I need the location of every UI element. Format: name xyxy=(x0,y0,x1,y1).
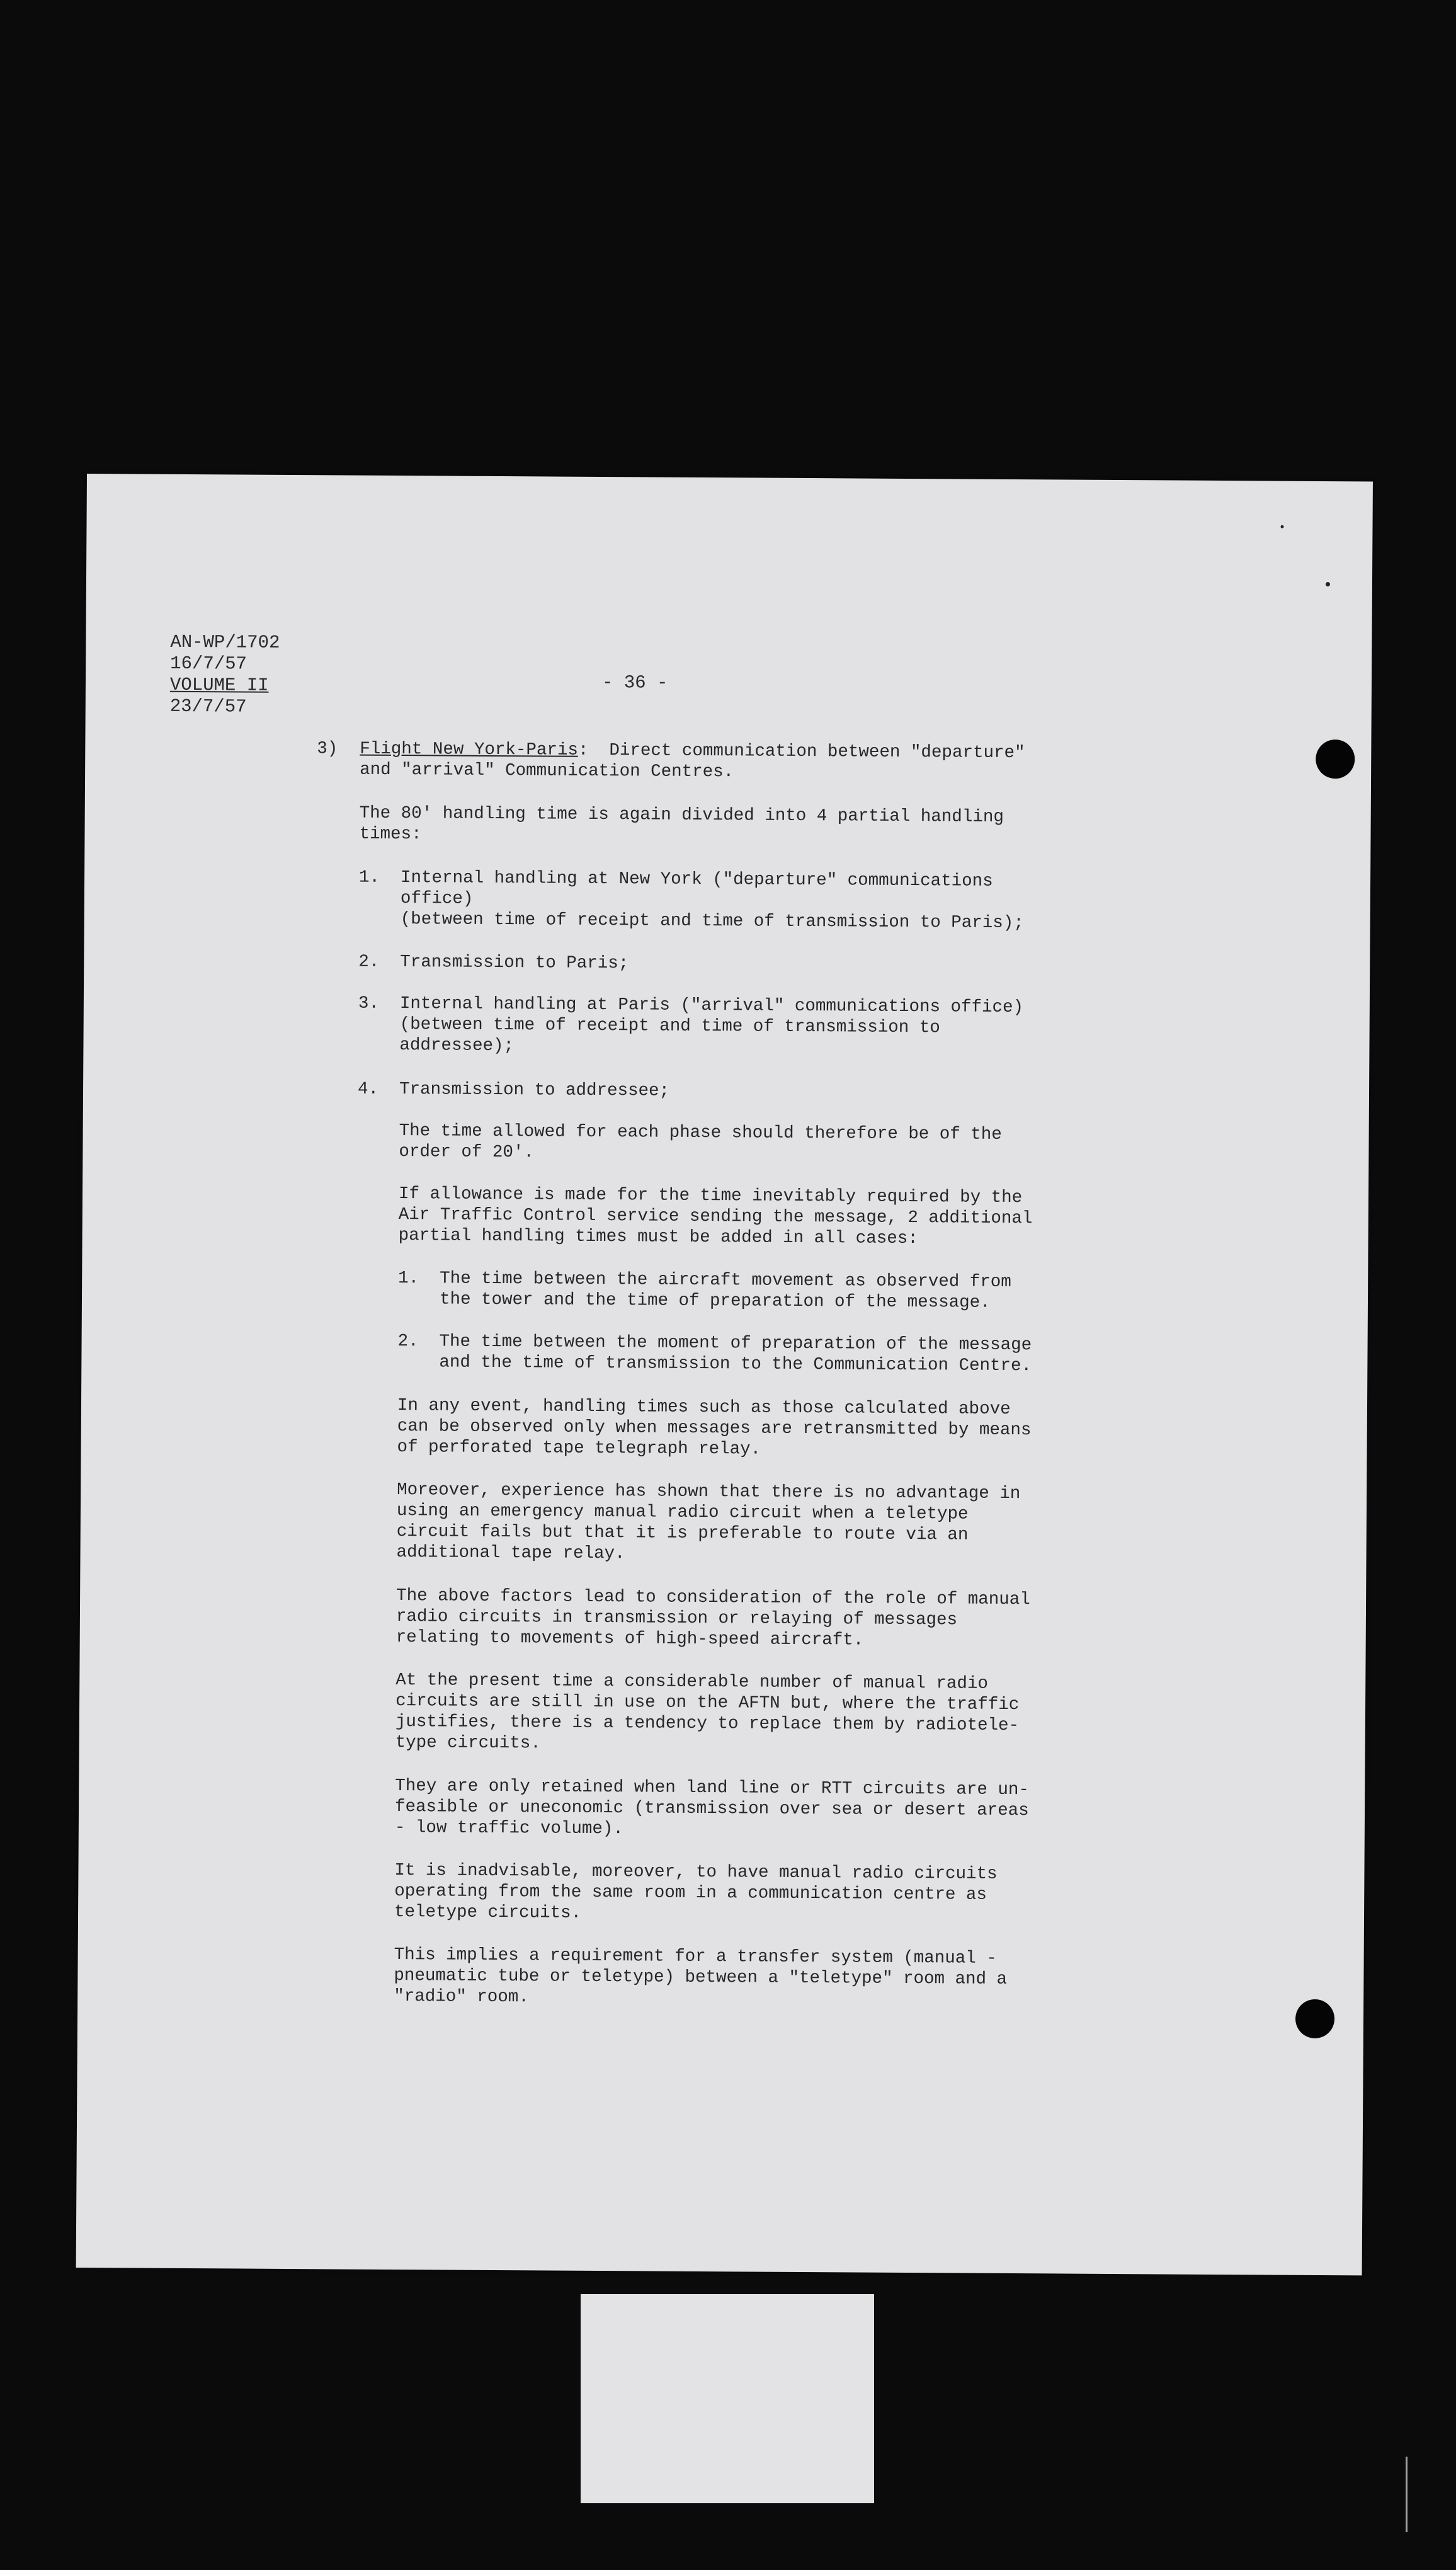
paragraph-line: "radio" room. xyxy=(394,1987,529,2007)
paragraph-line: pneumatic tube or teletype) between a "teletype" room and a xyxy=(394,1966,1008,1989)
list-item-number: 1. xyxy=(358,867,380,888)
paragraph-line: using an emergency manual radio circuit when a teletype xyxy=(396,1501,969,1524)
paragraph-line: teletype circuits. xyxy=(394,1902,582,1923)
document-reference xyxy=(170,632,280,718)
list-item-line: addressee); xyxy=(399,1036,515,1056)
paragraph-line: circuits are still in use on the AFTN but, where the traffic xyxy=(395,1691,1020,1715)
paragraph-line: feasible or uneconomic (transmission over sea or desert areas xyxy=(394,1797,1029,1821)
paragraph-line: can be observed only when messages are retransmitted by means xyxy=(397,1417,1032,1441)
section-number: 3) xyxy=(317,739,338,759)
paragraph-line: additional tape relay. xyxy=(396,1543,625,1564)
paper-speck xyxy=(1326,582,1330,586)
doc-date: 16/7/57 xyxy=(170,653,247,675)
paragraph-line: circuit fails but that it is preferable to route via an xyxy=(396,1522,969,1545)
list-item-line: Transmission to Paris; xyxy=(400,952,629,974)
list-item-line: (between time of receipt and time of transmission to xyxy=(399,1015,940,1038)
paper-speck xyxy=(1281,525,1284,528)
paragraph-line: of perforated tape telegraph relay. xyxy=(397,1437,761,1459)
paragraph-line: They are only retained when land line or RTT circuits are un- xyxy=(395,1776,1030,1800)
punch-hole xyxy=(1295,1999,1334,2038)
paragraph-line: Air Traffic Control service sending the message, 2 additional xyxy=(398,1205,1033,1229)
section-title: Flight New York-Paris xyxy=(360,739,578,760)
paragraph-line: The 80' handling time is again divided into 4 partial handling xyxy=(359,803,1004,827)
paragraph-line: The above factors lead to consideration of the role of manual xyxy=(396,1586,1030,1610)
paragraph-line: - low traffic volume). xyxy=(394,1818,624,1839)
list-item-number: 2. xyxy=(358,952,380,972)
film-edge-mark xyxy=(1406,2457,1408,2532)
doc-volume: VOLUME II xyxy=(169,674,269,696)
paragraph-line: In any event, handling times such as those calculated above xyxy=(397,1396,1011,1419)
list-item-number: 4. xyxy=(357,1079,379,1099)
paragraph-line: This implies a requirement for a transfer system (manual - xyxy=(394,1945,997,1968)
document-page xyxy=(76,474,1373,2275)
list-item-line: Transmission to addressee; xyxy=(399,1080,670,1101)
list-item-line: office) xyxy=(400,889,474,909)
list-item-line: Internal handling at Paris ("arrival" communications office) xyxy=(399,994,1024,1018)
paragraph-line: times: xyxy=(359,824,422,845)
list-item-line: and the time of transmission to the Communication Centre. xyxy=(439,1352,1032,1376)
section-title-rest: : Direct communication between "departure" xyxy=(577,740,1025,763)
paragraph-line: order of 20'. xyxy=(399,1142,535,1163)
paragraph-line: type circuits. xyxy=(395,1733,541,1754)
paragraph-line: justifies, there is a tendency to replace them by radiotele- xyxy=(395,1712,1020,1736)
paragraph-line: It is inadvisable, moreover, to have manual radio circuits xyxy=(394,1861,998,1884)
punch-hole xyxy=(1316,740,1355,779)
list-item-line: Internal handling at New York ("departure" communications xyxy=(400,868,993,891)
reference-card xyxy=(581,2294,874,2503)
list-item-number: 3. xyxy=(358,993,379,1014)
doc-date-revised: 23/7/57 xyxy=(169,695,247,717)
paragraph-line: operating from the same room in a communication centre as xyxy=(394,1882,987,1905)
list-item-line: the tower and the time of preparation of the message. xyxy=(439,1289,991,1313)
section-line: and "arrival" Communication Centres. xyxy=(360,760,734,782)
list-item-line: The time between the aircraft movement as observed from xyxy=(440,1269,1011,1292)
paragraph-line: If allowance is made for the time inevitably required by the xyxy=(398,1184,1023,1208)
list-item-number: 2. xyxy=(397,1332,419,1352)
list-item-line: (between time of receipt and time of transmission to Paris); xyxy=(400,910,1024,934)
paragraph-line: At the present time a considerable number of manual radio xyxy=(395,1670,989,1694)
paragraph-line: partial handling times must be added in all cases: xyxy=(398,1226,918,1249)
page-number: - 36 - xyxy=(601,672,668,694)
doc-number: AN-WP/1702 xyxy=(170,631,280,653)
paragraph-line: The time allowed for each phase should therefore be of the xyxy=(399,1121,1002,1145)
paragraph-line: relating to movements of high-speed aircraft. xyxy=(395,1628,864,1650)
paragraph-line: radio circuits in transmission or relaying of messages xyxy=(395,1607,958,1630)
list-item-line: The time between the moment of preparation of the message xyxy=(439,1332,1032,1356)
list-item-number: 1. xyxy=(398,1269,419,1289)
paragraph-line: Moreover, experience has shown that there is no advantage in xyxy=(397,1480,1021,1504)
